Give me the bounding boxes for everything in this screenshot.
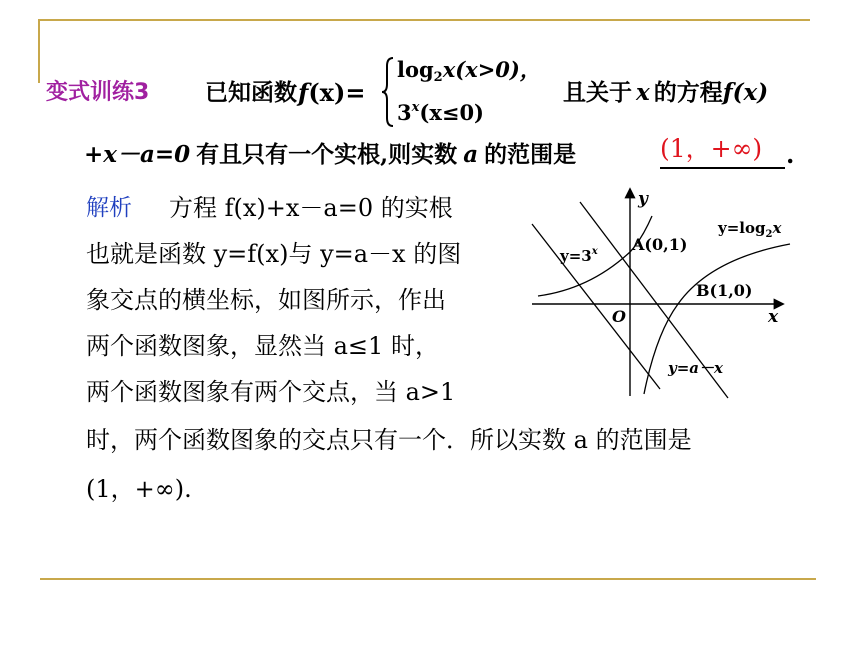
solution-line-4: 两个函数图象，显然当 a≤1 时，	[86, 332, 439, 360]
point-a-label: A(0,1)	[632, 235, 688, 254]
point-b-label: B(1,0)	[696, 281, 753, 300]
func-name: f	[298, 78, 309, 107]
piece-exp-sup: x	[411, 100, 420, 115]
function-graph	[520, 184, 800, 404]
text-fangcheng: 的方程	[653, 79, 723, 106]
line-label: y=a－x	[668, 359, 723, 377]
var-a: a	[463, 141, 479, 168]
solution-line-3: 象交点的横坐标，如图所示，作出	[86, 286, 446, 314]
bottom-rule	[40, 578, 816, 580]
solution-label: 解析	[86, 195, 132, 221]
var-x: x	[636, 79, 650, 106]
solution-line-2: 也就是函数 y=f(x)与 y=a－x 的图	[86, 240, 462, 268]
piece-log-sub: 2	[433, 70, 443, 85]
text-range: 的范围是	[484, 141, 577, 168]
exp-label: $y=3^x$	[560, 246, 598, 265]
x-axis-label: x	[768, 307, 779, 327]
piece-exp	[397, 95, 484, 126]
equation: +x－a=0	[84, 141, 191, 168]
problem-line2	[84, 140, 576, 170]
func-arg: (x)	[308, 78, 346, 107]
text-uniqueroot: 有且只有一个实根,则实数	[196, 141, 458, 168]
solution-line-1: 方程 f(x)+x－a=0 的实根	[169, 194, 453, 222]
origin-label: O	[612, 307, 626, 326]
answer: (1，+∞)	[660, 134, 763, 163]
function-def	[298, 78, 365, 108]
piece-log	[397, 57, 541, 91]
piece-log-base: log	[397, 57, 434, 82]
solution-line-5: 两个函数图象有两个交点，当 a>1	[86, 378, 456, 406]
problem-lead: 已知函数	[205, 79, 297, 106]
piece-exp-rest: (x≤0)	[419, 100, 484, 125]
problem-after	[563, 78, 768, 108]
piecewise-brace	[381, 56, 395, 128]
text-qieguanyu: 且关于	[563, 79, 632, 106]
y-axis-label: y	[638, 189, 648, 209]
piece-log-rest: x(x>0)，	[442, 57, 541, 82]
piece-exp-base: 3	[397, 100, 412, 125]
solution-line-7: (1，+∞).	[86, 475, 192, 503]
top-rule	[38, 19, 810, 21]
answer-blank	[660, 167, 785, 169]
period: .	[786, 140, 795, 169]
equals-sign: =	[345, 78, 366, 107]
fx-2: f(x)	[722, 79, 769, 106]
exercise-label: 变式训练3	[46, 80, 150, 105]
solution-line-6: 时，两个函数图象的交点只有一个．所以实数 a 的范围是	[86, 426, 692, 454]
left-rule	[38, 19, 40, 83]
log-label: $y=\log_2x$	[718, 219, 782, 240]
